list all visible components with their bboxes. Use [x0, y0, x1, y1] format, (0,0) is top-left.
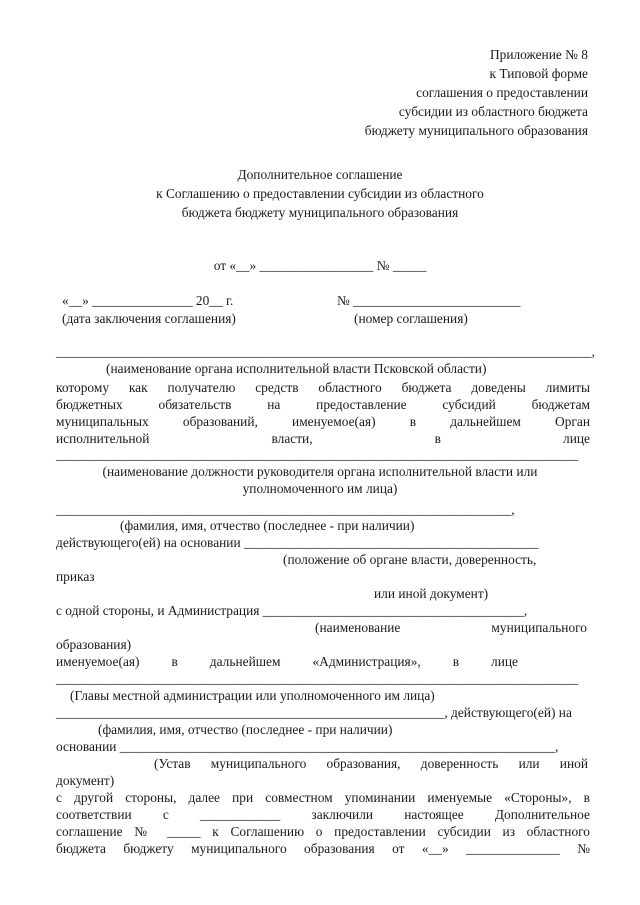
- basis-caption: (положение об органе власти, доверенность,: [283, 552, 537, 567]
- basis-line: действующего(ей) на основании ____________________________________________: [56, 535, 539, 550]
- administration-line: с одной стороны, и Администрация _______________________________________,: [56, 603, 528, 618]
- organ-caption: (наименование органа исполнительной власти Псковской области): [106, 361, 487, 376]
- number-caption: (номер соглашения): [354, 311, 468, 326]
- paragraph-2-line-4: бюджета бюджету муниципального образования от «__» ______________ №: [56, 841, 590, 856]
- appendix-line-5: бюджету муниципального образования: [364, 123, 588, 138]
- fio-caption: (фамилия, имя, отчество (последнее - при наличии): [120, 518, 415, 533]
- other-document-caption: или иной документ): [374, 586, 489, 601]
- head2-caption: (Главы местной администрации или уполномоченного им лица): [70, 688, 435, 703]
- date-caption: (дата заключения соглашения): [62, 311, 236, 326]
- title-line-2: к Соглашению о предоставлении субсидии из областного: [156, 186, 484, 201]
- head-caption-line-1: (наименование должности руководителя органа исполнительной власти или: [102, 464, 538, 479]
- head-caption-line-2: уполномоченного им лица): [242, 481, 398, 496]
- reference-line: от «__» _________________ № _____: [213, 258, 427, 273]
- appendix-line-3: соглашения о предоставлении: [416, 85, 588, 100]
- fio-blank: ____________________________________________________________________,: [56, 502, 515, 517]
- appendix-line-4: субсидии из областного бюджета: [398, 104, 588, 119]
- paragraph-1-line-1: которому как получателю средств областного бюджета доведены лимиты: [56, 380, 590, 395]
- date-line: «__» _______________ 20__ г.: [62, 293, 234, 308]
- fio2-caption: (фамилия, имя, отчество (последнее - при наличии): [98, 722, 393, 737]
- head2-blank: ______________________________________________________________________________: [56, 671, 579, 686]
- number-line: № _________________________: [337, 293, 521, 308]
- fio2-line: __________________________________________________________, действующего(ей) на: [56, 705, 572, 720]
- document-close: документ): [56, 773, 115, 788]
- organ-blank: ________________________________________________________________________________,: [56, 344, 595, 359]
- administration-caption-2: образования): [56, 637, 132, 652]
- paragraph-2-line-1: с другой стороны, далее при совместном упоминании именуемые «Стороны», в: [56, 790, 590, 805]
- named-line: именуемое(ая) в дальнейшем «Администрация», в лице: [56, 654, 518, 669]
- paragraph-2-line-3: соглашение № _____ к Соглашению о предоставлении субсидии из областного: [56, 824, 590, 839]
- paragraph-1-line-4: исполнительной власти, в лице: [56, 431, 590, 446]
- basis2-line: основании _________________________________________________________________,: [56, 739, 559, 754]
- prikaz-line: приказ: [56, 569, 95, 584]
- administration-caption: (наименование муниципального: [315, 620, 587, 635]
- head-blank: ______________________________________________________________________________: [56, 447, 579, 462]
- basis2-caption: (Устав муниципального образования, доверенность или иной: [154, 756, 588, 771]
- title-line-3: бюджета бюджету муниципального образования: [181, 205, 459, 220]
- title-line-1: Дополнительное соглашение: [237, 167, 403, 182]
- paragraph-1-line-2: бюджетных обязательств на предоставление субсидий бюджетам: [56, 397, 590, 412]
- paragraph-2-line-2: соответствии с ____________ заключили настоящее Дополнительное: [56, 807, 590, 822]
- appendix-line-1: Приложение № 8: [489, 47, 588, 62]
- appendix-line-2: к Типовой форме: [489, 66, 588, 81]
- paragraph-1-line-3: муниципальных образований, именуемое(ая) в дальнейшем Орган: [56, 414, 590, 429]
